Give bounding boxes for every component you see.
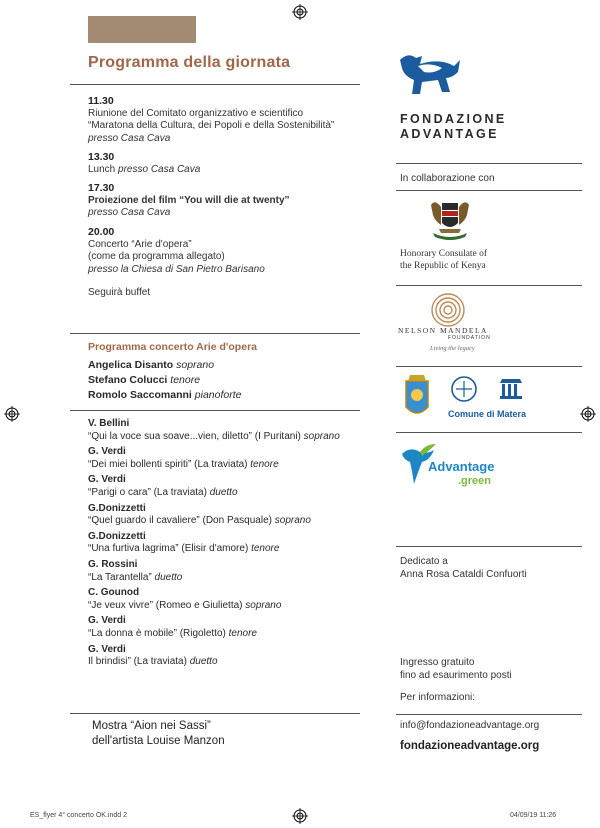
schedule-line: Riunione del Comitato organizzativo e scientifico (88, 107, 304, 119)
voice: duetto (189, 656, 218, 668)
piece: Il brindisi” (La traviata) (88, 656, 187, 668)
advantage-divider (396, 432, 582, 433)
schedule-place: presso Casa Cava (88, 132, 171, 144)
concert-title: Programma concerto Arie d'opera (88, 341, 257, 353)
artist-name: Angelica Disanto (88, 359, 174, 371)
mostra-divider (70, 713, 360, 714)
piece: “Parigi o cara” (La traviata) (88, 486, 207, 498)
info-label: Per informazioni: (400, 692, 476, 703)
schedule-time: 17.30 (88, 182, 115, 194)
piece: “Dei miei bollenti spiriti” (La traviata) (88, 458, 248, 470)
collab-divider (396, 163, 582, 164)
program-item (88, 474, 388, 499)
kenya-coat-of-arms-icon (425, 195, 475, 243)
schedule-item-2000 (88, 226, 265, 276)
page-title: Programma della giornata (88, 54, 291, 71)
foundation-name (400, 112, 507, 142)
schedule-label: Lunch (88, 163, 116, 175)
exhibition-title: Mostra “Aion nei Sassi” (92, 720, 211, 732)
composer: C. Gounod (88, 587, 140, 599)
piece: “Quel guardo il cavaliere” (Don Pasquale) (88, 515, 272, 527)
voice: tenore (251, 543, 280, 555)
composer: V. Bellini (88, 418, 130, 429)
schedule-line: “Maratona della Cultura, dei Popoli e della Sostenibilità” (88, 120, 335, 132)
schedule-place: presso Casa Cava (118, 163, 201, 175)
green-label: .green (458, 475, 492, 487)
program-item (88, 531, 388, 556)
nelson-mandela-tagline: Living the legacy (430, 345, 475, 352)
schedule-time: 20.00 (88, 226, 115, 238)
piece: “Qui la voce sua soave...vien, diletto” (I Puritani) (88, 430, 301, 442)
artist-name: Romolo Saccomanni (88, 389, 192, 401)
schedule-item-1330 (88, 151, 200, 176)
piece: “La donna è mobile” (Rigoletto) (88, 627, 226, 639)
program-item (88, 587, 388, 612)
website-link[interactable]: fondazioneadvantage.org (400, 740, 540, 752)
artists-list (88, 358, 241, 403)
registration-mark-left (4, 406, 20, 422)
registration-mark-right (580, 406, 596, 422)
piece: “Je veux vivre” (Romeo e Giulietta) (88, 599, 243, 611)
voice: soprano (303, 430, 340, 442)
nelson-divider (396, 285, 582, 286)
program-item (88, 559, 388, 584)
program-item (88, 503, 388, 528)
advantage-label: Advantage (428, 459, 495, 474)
schedule-item-1730 (88, 182, 290, 220)
voice: duetto (209, 486, 238, 498)
collab-label: In collaborazione con (400, 173, 495, 184)
entry-line: fino ad esaurimento posti (400, 670, 512, 681)
composer: G. Rossini (88, 558, 138, 570)
schedule-time: 13.30 (88, 151, 115, 163)
nelson-mandela-spiral-icon (430, 292, 466, 328)
exhibition-note (92, 719, 225, 749)
dedication-divider (396, 546, 582, 547)
registration-mark-bottom (292, 808, 308, 824)
composer: G.Donizzetti (88, 530, 146, 542)
voice: tenore (228, 627, 257, 639)
composer: G. Verdi (88, 474, 126, 486)
nelson-mandela-name: NELSON MANDELA (398, 326, 488, 335)
kenya-consulate-label (400, 248, 487, 272)
concert-program (88, 418, 388, 672)
kenya-line: the Republic of Kenya (400, 261, 486, 271)
piece: “Una furtiva lagrima” (Elisir d'amore) (88, 543, 249, 555)
nelson-mandela-foundation: FOUNDATION (448, 335, 491, 341)
schedule-place: presso Casa Cava (88, 207, 171, 219)
voice: soprano (245, 599, 282, 611)
artist-role: tenore (170, 374, 201, 386)
schedule-place: presso la Chiesa di San Pietro Barisano (88, 263, 265, 275)
composer: G.Donizzetti (88, 502, 146, 514)
artist-role: pianoforte (194, 389, 242, 401)
title-divider (70, 84, 360, 85)
footer-file-label: ES_flyer 4° concerto OK.indd 2 (30, 812, 127, 819)
buffet-note: Seguirà buffet (88, 287, 151, 298)
registration-mark-top (292, 4, 308, 20)
voice: duetto (154, 571, 183, 583)
concert-divider (70, 333, 360, 334)
voice: soprano (274, 515, 311, 527)
entry-line: Ingresso gratuito (400, 657, 475, 668)
artist-role: soprano (176, 359, 215, 371)
foundation-name-line1: FONDAZIONE (400, 112, 507, 126)
dedication-line: Anna Rosa Cataldi Confuorti (400, 569, 527, 580)
program-divider (70, 410, 360, 411)
foundation-name-line2: ADVANTAGE (400, 127, 499, 141)
schedule-item-1130 (88, 95, 334, 145)
program-item (88, 446, 388, 471)
entry-info (400, 656, 512, 682)
film-title: Proiezione del film “You will die at twenty” (88, 194, 290, 206)
matera-divider (396, 366, 582, 367)
composer: G. Verdi (88, 643, 126, 655)
exhibition-artist: dell'artista Louise Manzon (92, 735, 225, 747)
piece: “La Tarantella” (88, 571, 152, 583)
schedule-line: Concerto “Arie d'opera” (88, 238, 192, 250)
program-item (88, 418, 388, 443)
schedule-time: 11.30 (88, 95, 114, 107)
composer: G. Verdi (88, 615, 126, 627)
artist-name: Stefano Colucci (88, 374, 168, 386)
email-link[interactable]: info@fondazioneadvantage.org (400, 720, 540, 731)
kenya-line: Honorary Consulate of (400, 249, 488, 259)
voice: tenore (250, 458, 279, 470)
program-item (88, 615, 388, 640)
dedication (400, 555, 527, 581)
kenya-divider (396, 190, 582, 191)
program-item (88, 644, 388, 669)
header-color-bar (88, 16, 196, 43)
composer: G. Verdi (88, 446, 126, 458)
matera-label: Comune di Matera (448, 409, 527, 419)
footer-timestamp: 04/09/19 11:26 (510, 812, 557, 819)
schedule-line: (come da programma allegato) (88, 251, 225, 263)
info-divider (396, 714, 582, 715)
dedication-line: Dedicato a (400, 556, 448, 567)
